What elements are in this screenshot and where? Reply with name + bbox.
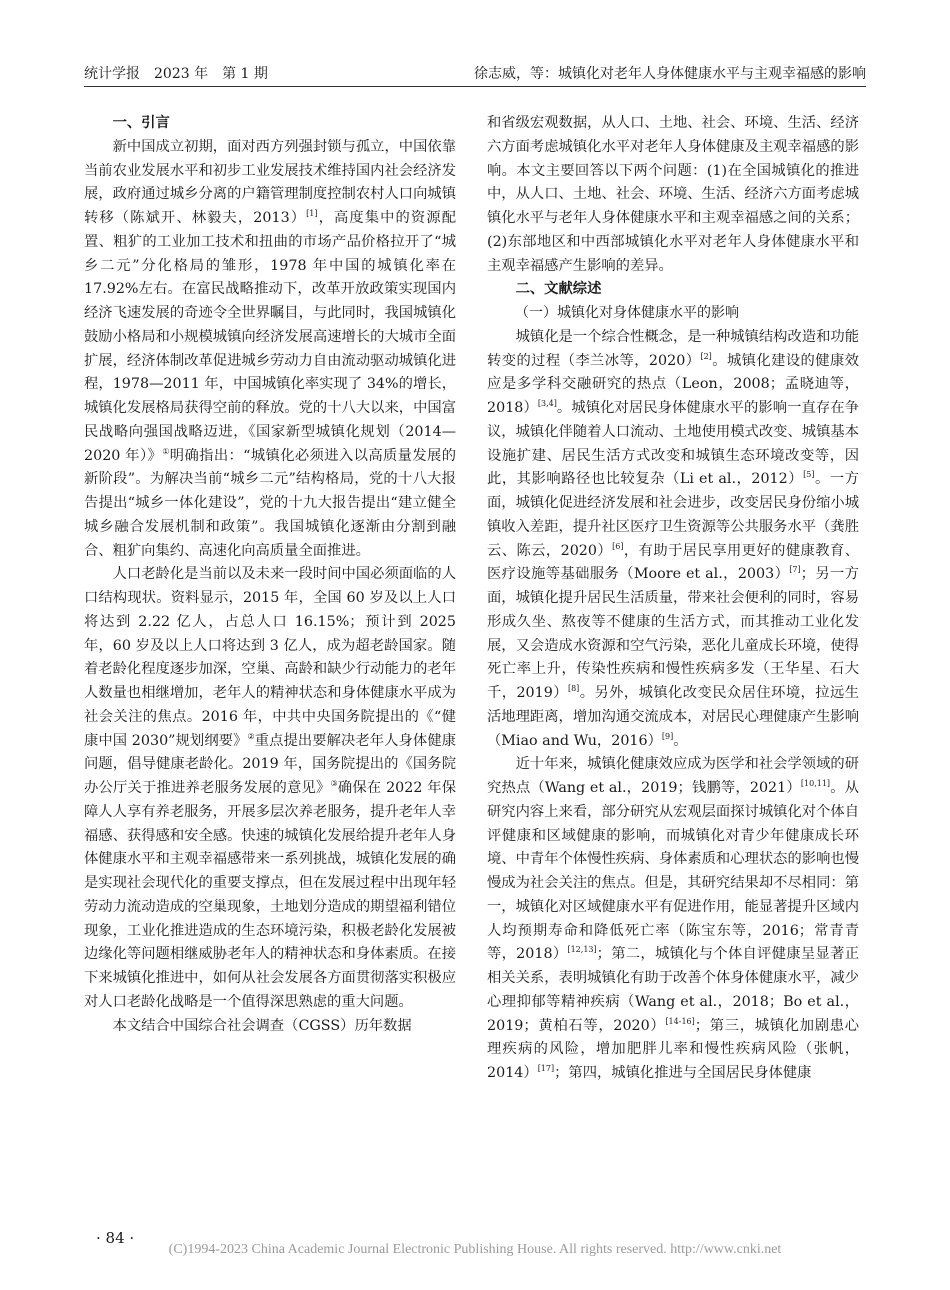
- paragraph: 本文结合中国综合社会调查（CGSS）历年数据: [112, 1017, 412, 1034]
- reference-mark: [1]: [306, 209, 318, 219]
- text: 人口老龄化是当前以及未来一段时间中国必须面临的人口结构现状。资料显示，2015 年，全国 60 岁及以上人口将达到 2.22 亿人，占总人口 16.15%；预计到 2025 年，60 岁及以上人口将达到 3 亿人，成为超老龄国家。随着老龄化程度逐步加深，空巢、高龄和缺少行动能力的老年人数量也相继增加，老年人的精神状态和身体健康水平成为社会关注的焦点。2016 年，中共中央国务院提出的《“健康中国 2030”规划纲要》: [84, 566, 456, 749]
- paragraph: [84, 136, 456, 564]
- text: 。: [673, 732, 688, 749]
- text: ，高度集中的资源配置、粗犷的工业加工技术和扭曲的市场产品价格拉开了“城乡二元”分化格局的雏形，1978 年中国的城镇化率在 17.92%左右。在富民战略推动下，改革开放政策实现国内经济飞速发展的奇迹令全世界瞩目，与此同时，我国城镇化鼓励小格局和小规模城镇向经济发展高速增长的大城市全面扩展，经济体制改革促进城乡劳动力自由流动驱动城镇化进程，1978—2011 年，中国城镇化率实现了 34%的增长，城镇化发展格局获得空前的释放。党的十八大以来，中国富民战略向强国战略迈进，《国家新型城镇化规划（2014—2020 年）》: [84, 210, 457, 464]
- reference-mark: [8]: [567, 684, 580, 694]
- text: 。从研究内容上来看，部分研究从宏观层面探讨城镇化对个体自评健康和区域健康的影响，而城镇化对青少年健康成长环境、中青年个体慢性疾病、身体素质和心理状态的影响也慢慢成为社会关注的焦点。但是，其研究结果却不尽相同：第一，城镇化对区域健康水平有促进作用，能显著提升区域内人均预期寿命和降低死亡率（陈宝东等，2016；常青青等，2018）: [487, 780, 860, 963]
- text: 明确指出：“城镇化必须进入以高质量发展的新阶段”。为解决当前“城乡二元”结构格局，党的十八大报告提出“城乡一体化建设”，党的十九大报告提出“建立健全城乡融合发展机制和政策”。我国城镇化逐渐由分割到融合、粗犷向集约、高速化向高质量全面推进。: [84, 447, 457, 559]
- text: 。城镇化建设的健康效应是多学科交融研究的热点（Leon，2008；孟晓迪等，2018）: [487, 352, 859, 416]
- reference-mark: [10,11]: [800, 779, 831, 789]
- reference-mark: [3,4]: [537, 399, 557, 409]
- text: ；第四，城镇化推进与全国居民身体健康: [554, 1065, 812, 1081]
- reference-mark: [6]: [612, 541, 624, 551]
- text: 近十年来，城镇化健康效应成为医学和社会学领域的研究热点（Wang et al.，2019；钱鹏等，2021）: [487, 756, 859, 796]
- copyright-footer: (C)1994-2023 China Academic Journal Electronic Publishing House. All rights reserved. http://www.cnki.net: [168, 1242, 782, 1257]
- text: 城镇化是一个综合性概念，是一种城镇结构改造和功能转变的过程（李兰冰等，2020）: [487, 328, 859, 369]
- reference-mark: [9]: [661, 731, 674, 741]
- subsection-heading: （一）城镇化对身体健康水平的影响: [515, 305, 739, 321]
- paragraph: 和省级宏观数据，从人口、土地、社会、环境、生活、经济六方面考虑城镇化水平对老年人身体健康及主观幸福感的影响。本文主要回答以下两个问题：(1)在全国城镇化的推进中，从人口、土地、社会、环境、生活、经济六方面考虑城镇化水平与老年人身体健康水平和主观幸福感之间的关系；(2)东部地区和中西部城镇化水平对老年人身体健康水平和主观幸福感产生影响的差异。: [487, 115, 859, 274]
- reference-mark: [12,13]: [567, 945, 597, 955]
- footnote-mark: ③: [330, 779, 338, 789]
- text: 新中国成立初期，面对西方列强封锁与孤立，中国依靠当前农业发展水平和初步工业发展技术维持国内社会经济发展，政府通过城乡分离的户籍管理制度控制农村人口向城镇转移（陈斌开、林毅夫，2013）: [84, 138, 456, 226]
- section-heading-introduction: 一、引言: [112, 115, 170, 131]
- text: ，有助于居民享用更好的健康教育、医疗设施等基础服务（Moore et al.，2003）: [487, 542, 860, 583]
- reference-mark: [7]: [789, 565, 801, 575]
- text: 。一方面，城镇化促进经济发展和社会进步，改变居民身份缩小城镇收入差距，提升社区医疗卫生资源等公共服务水平（龚胜云、陈云，2020）: [487, 471, 860, 559]
- text: 重点提出要解决老年人身体健康问题，倡导健康老龄化。2019 年，国务院提出的《国务院办公厅关于推进养老服务发展的意见》: [84, 732, 456, 796]
- reference-mark: [14-16]: [665, 1016, 695, 1026]
- page-number: · 84 ·: [96, 1229, 135, 1247]
- article-title-header: 徐志威，等：城镇化对老年人身体健康水平与主观幸福感的影响: [474, 66, 866, 82]
- text: 。另外，城镇化改变民众居住环境，拉远生活地理距离，增加沟通交流成本，对居民心理健康产生影响（Miao and Wu，2016）: [487, 685, 859, 749]
- journal-info: 统计学报 2023 年 第 1 期: [84, 66, 268, 82]
- paragraph: [487, 753, 859, 1086]
- footnote-mark: ①: [162, 446, 170, 456]
- text: 确保在 2022 年保障人人享有养老服务，开展多层次养老服务，提升老年人幸福感、获得感和安全感。快速的城镇化发展给提升老年人身体健康水平和主观幸福感带来一系列挑战，城镇化发展的确是实现社会现代化的重要支撑点，但在发展过程中出现年轻劳动力流动造成的空巢现象，土地划分造成的期望福利错位现象，工业化推进造成的生态环境污染，积极老龄化发展被边缘化等问题相继威胁老年人的精神状态和身体素质。在接下来城镇化推进中，如何从社会发展各方面贯彻落实积极应对人口老龄化战略是一个值得深思熟虑的重大问题。: [84, 780, 457, 1010]
- reference-mark: [17]: [537, 1064, 555, 1074]
- footnote-mark: ②: [247, 731, 255, 741]
- text: ；第二，城镇化与个体自评健康呈显著正相关关系，表明城镇化有助于改善个体身体健康水平，减少心理抑郁等精神疾病（Wang et al.，2018；Bo et al.，2019；黄柏石等，2020）: [487, 946, 860, 1034]
- running-header: [84, 62, 866, 87]
- reference-mark: [2]: [700, 351, 712, 361]
- text: 。城镇化对居民身体健康水平的影响一直存在争议，城镇化伴随着人口流动、土地使用模式改变、城镇基本设施扩建、居民生活方式改变和城镇生态环境改变等，因此，其影响路径也比较复杂（Li et al.，2012）: [487, 400, 860, 488]
- text: ；第三，城镇化加剧患心理疾病的风险，增加肥胖儿率和慢性疾病风险（张帆，2014）: [487, 1017, 859, 1081]
- paragraph: [84, 563, 456, 1014]
- right-column: [487, 112, 859, 1086]
- paragraph: [487, 326, 859, 754]
- text: ；另一方面，城镇化提升居民生活质量，带来社会便利的同时，容易形成久坐、熬夜等不健康的生活方式，而其推动工业化发展，又会造成水资源和空气污染，恶化儿童成长环境，使得死亡率上升，传染性疾病和慢性疾病多发（王华星、石大千，2019）: [487, 566, 860, 701]
- reference-mark: [5]: [803, 470, 815, 480]
- section-heading-literature-review: 二、文献综述: [515, 281, 602, 298]
- left-column: [84, 112, 456, 1038]
